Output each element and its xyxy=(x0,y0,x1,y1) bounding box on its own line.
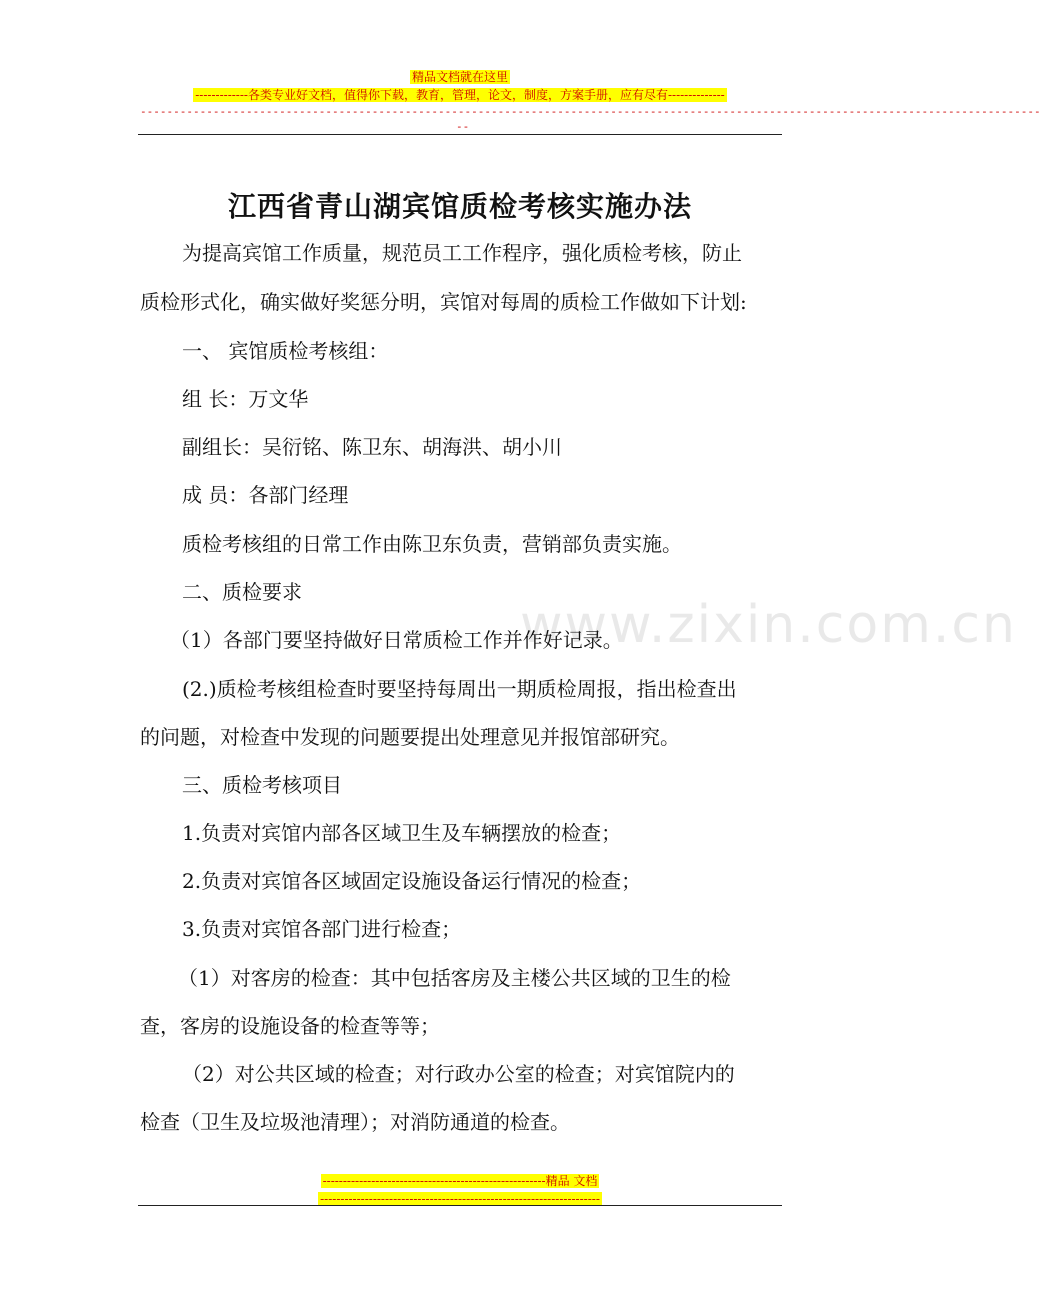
check-1-line2: 查，客房的设施设备的检查等等； xyxy=(140,1014,440,1038)
section-heading-3: 三、质检考核项目 xyxy=(182,773,342,797)
header-banner-slogan xyxy=(0,84,920,103)
paragraph-intro-line2: 质检形式化，确实做好奖惩分明，宾馆对每周的质检工作做如下计划: xyxy=(140,290,747,314)
item-3: 3.负责对宾馆各部门进行检查； xyxy=(182,917,462,941)
header-slogan-highlight: -------------各类专业好文档，值得你下载，教育，管理，论文，制度，方案手册，应有尽有-------------- xyxy=(195,88,725,102)
header-dash-tail: -- xyxy=(456,120,470,133)
header-rule xyxy=(138,134,782,135)
check-2-line2: 检查（卫生及垃圾池清理）；对消防通道的检查。 xyxy=(140,1110,570,1134)
footer-dash-highlight: --------------------------------------------------------------------- xyxy=(320,1192,600,1206)
member-deputy: 副组长：吴衍铭、陈卫东、胡海洪、胡小川 xyxy=(182,435,562,459)
footer-banner xyxy=(0,1170,920,1189)
check-1-line1: （1）对客房的检查：其中包括客房及主楼公共区域的卫生的检 xyxy=(178,966,731,990)
member-leader: 组 长：万文华 xyxy=(182,387,309,411)
item-1: 1.负责对宾馆内部各区域卫生及车辆摆放的检查； xyxy=(182,821,622,845)
member-members: 成 员：各部门经理 xyxy=(182,483,349,507)
section-heading-2: 二、质检要求 xyxy=(182,580,302,604)
section-heading-1: 一、 宾馆质检考核组： xyxy=(182,339,389,363)
footer-label-highlight: -------------------------------------------------------精品 文档 xyxy=(322,1174,598,1188)
item-2: 2.负责对宾馆各区域固定设施设备运行情况的检查； xyxy=(182,869,642,893)
paragraph-daily-work: 质检考核组的日常工作由陈卫东负责，营销部负责实施。 xyxy=(182,532,682,556)
footer-rule xyxy=(138,1205,782,1206)
header-title-highlight: 精品文档就在这里 xyxy=(411,70,508,84)
paragraph-intro-line1: 为提高宾馆工作质量，规范员工工作程序，强化质检考核，防止 xyxy=(182,241,742,265)
header-banner-top xyxy=(0,66,920,85)
watermark-logo: www.zixin.com.cn xyxy=(520,595,1017,655)
check-2-line1: （2）对公共区域的检查；对行政办公室的检查；对宾馆院内的 xyxy=(182,1062,735,1086)
requirement-2-line1: (2.)质检考核组检查时要坚持每周出一期质检周报，指出检查出 xyxy=(182,677,737,701)
header-dash-line: ---------------------------------------------------------------------------------------------------------------------------------------- xyxy=(140,105,1041,118)
requirement-2-line2: 的问题，对检查中发现的问题要提出处理意见并报馆部研究。 xyxy=(140,725,680,749)
document-title: 江西省青山湖宾馆质检考核实施办法 xyxy=(227,190,692,223)
requirement-1: （1）各部门要坚持做好日常质检工作并作好记录。 xyxy=(170,628,623,652)
